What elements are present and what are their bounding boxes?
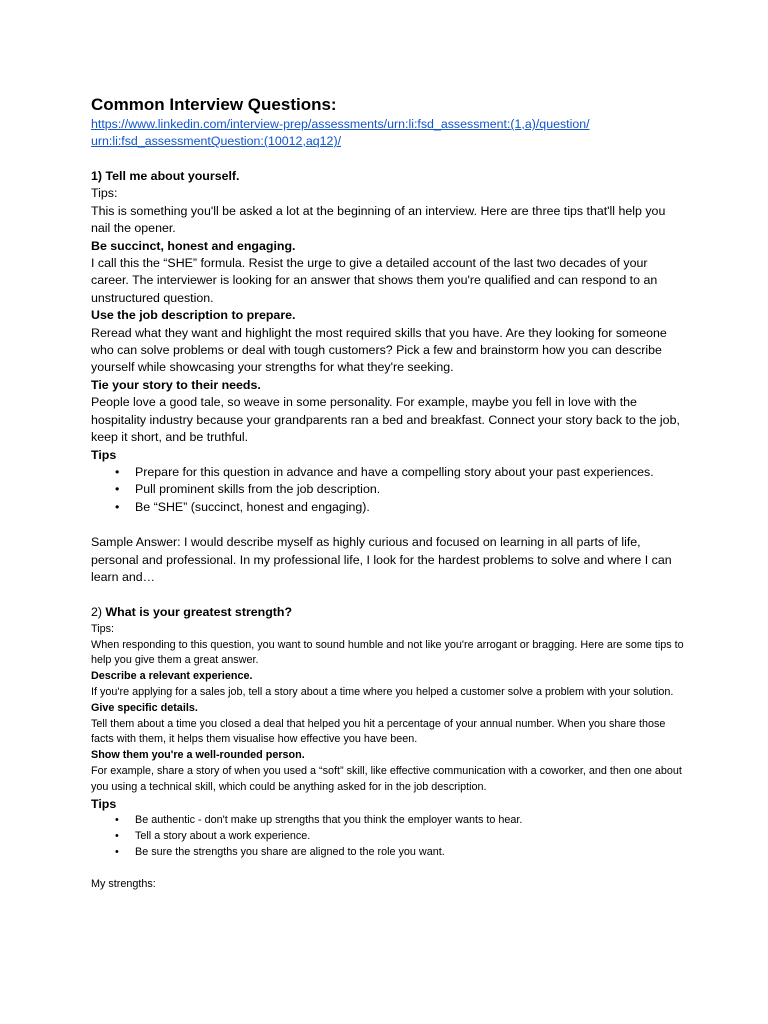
tips-list [91,813,688,860]
question-2-intro: When responding to this question, you want to sound humble and not like you're arrogant or bragging. Here are some tips to help you give them a great answer. [91,638,684,667]
list-item [115,464,688,481]
question-2-number: 2) [91,605,103,620]
spacer [91,860,688,877]
list-item-text: Tell a story about a work experience. [135,829,311,842]
section-text: For example, share a story of when you used a “soft” skill, like effective communication with a coworker, and then one about you using a technical skill, which could be anything asked for in the job description. [91,764,682,793]
section-heading: Use the job description to prepare. [91,308,296,323]
list-item-text: Pull prominent skills from the job description. [135,482,381,497]
question-2-heading-row [91,604,688,621]
spacer [91,516,688,534]
link-line-1: https://www.linkedin.com/interview-prep/assessments/urn:li:fsd_assessment:(1,a)/question/ [91,117,590,131]
list-item-text: Be authentic - don't make up strengths that you think the employer wants to hear. [135,813,523,826]
section-heading: Show them you're a well-rounded person. [91,749,305,762]
bullet-icon: • [115,829,119,842]
spacer [91,150,688,168]
document-title: Common Interview Questions: [91,95,337,114]
link-line-2: urn:li:fsd_assessmentQuestion:(10012,aq12)/ [91,134,342,148]
list-item-text: Be sure the strengths you share are aligned to the role you want. [135,845,445,858]
list-item [115,481,688,498]
section-text: If you're applying for a sales job, tell a story about a time where you helped a customer solve a problem with your solution. [91,685,674,698]
tips-heading: Tips [91,447,117,462]
bullet-icon: • [115,499,120,514]
section-text: Tell them about a time you closed a deal that helped you hit a percentage of your annual number. When you share those facts with them, it helps them visualise how effective you have been. [91,717,666,746]
tips-list [91,464,688,516]
closing-line: My strengths: [91,878,156,891]
tips-label: Tips: [91,622,114,635]
section-heading: Tie your story to their needs. [91,377,261,392]
list-item [115,499,688,516]
section-text: I call this the “SHE” formula. Resist the urge to give a detailed account of the last two decades of your career. The interviewer is looking for an answer that shows them you're qualified and can respond to an unstructured question. [91,256,658,305]
tips-heading: Tips [91,796,117,811]
sample-answer: Sample Answer: I would describe myself as highly curious and focused on learning in all parts of life, personal and professional. In my professional life, I look for the hardest problems to solve and where I can learn and… [91,535,672,584]
section-heading: Give specific details. [91,701,198,714]
question-1-intro: This is something you'll be asked a lot at the beginning of an interview. Here are three tips that'll help you nail the opener. [91,203,666,236]
tips-label: Tips: [91,186,118,201]
spacer [91,586,688,604]
bullet-icon: • [115,813,119,826]
question-1-heading: 1) Tell me about yourself. [91,169,240,183]
question-2 [91,622,688,893]
list-item [115,813,688,829]
section-heading: Describe a relevant experience. [91,670,253,683]
linkedin-link[interactable] [91,116,688,150]
section-text: People love a good tale, so weave in some personality. For example, maybe you fell in love with the hospitality industry because your grandparents ran a bed and breakfast. Connect your story back to the job, keep it short, and be truthful. [91,395,680,445]
section-heading: Be succinct, honest and engaging. [91,238,296,253]
list-item-text: Prepare for this question in advance and have a compelling story about your past experiences. [135,464,654,479]
bullet-icon: • [115,464,120,479]
question-1 [91,168,688,586]
list-item-text: Be “SHE” (succinct, honest and engaging). [135,499,370,514]
list-item [115,845,688,861]
bullet-icon: • [115,845,119,858]
bullet-icon: • [115,482,120,497]
section-text: Reread what they want and highlight the most required skills that you have. Are they looking for someone who can solve problems or deal with tough customers? Pick a few and brainstorm how you can describe yourself while showcasing your strengths for what they're seeking. [91,325,667,375]
question-2-heading: What is your greatest strength? [105,605,293,620]
list-item [115,829,688,845]
